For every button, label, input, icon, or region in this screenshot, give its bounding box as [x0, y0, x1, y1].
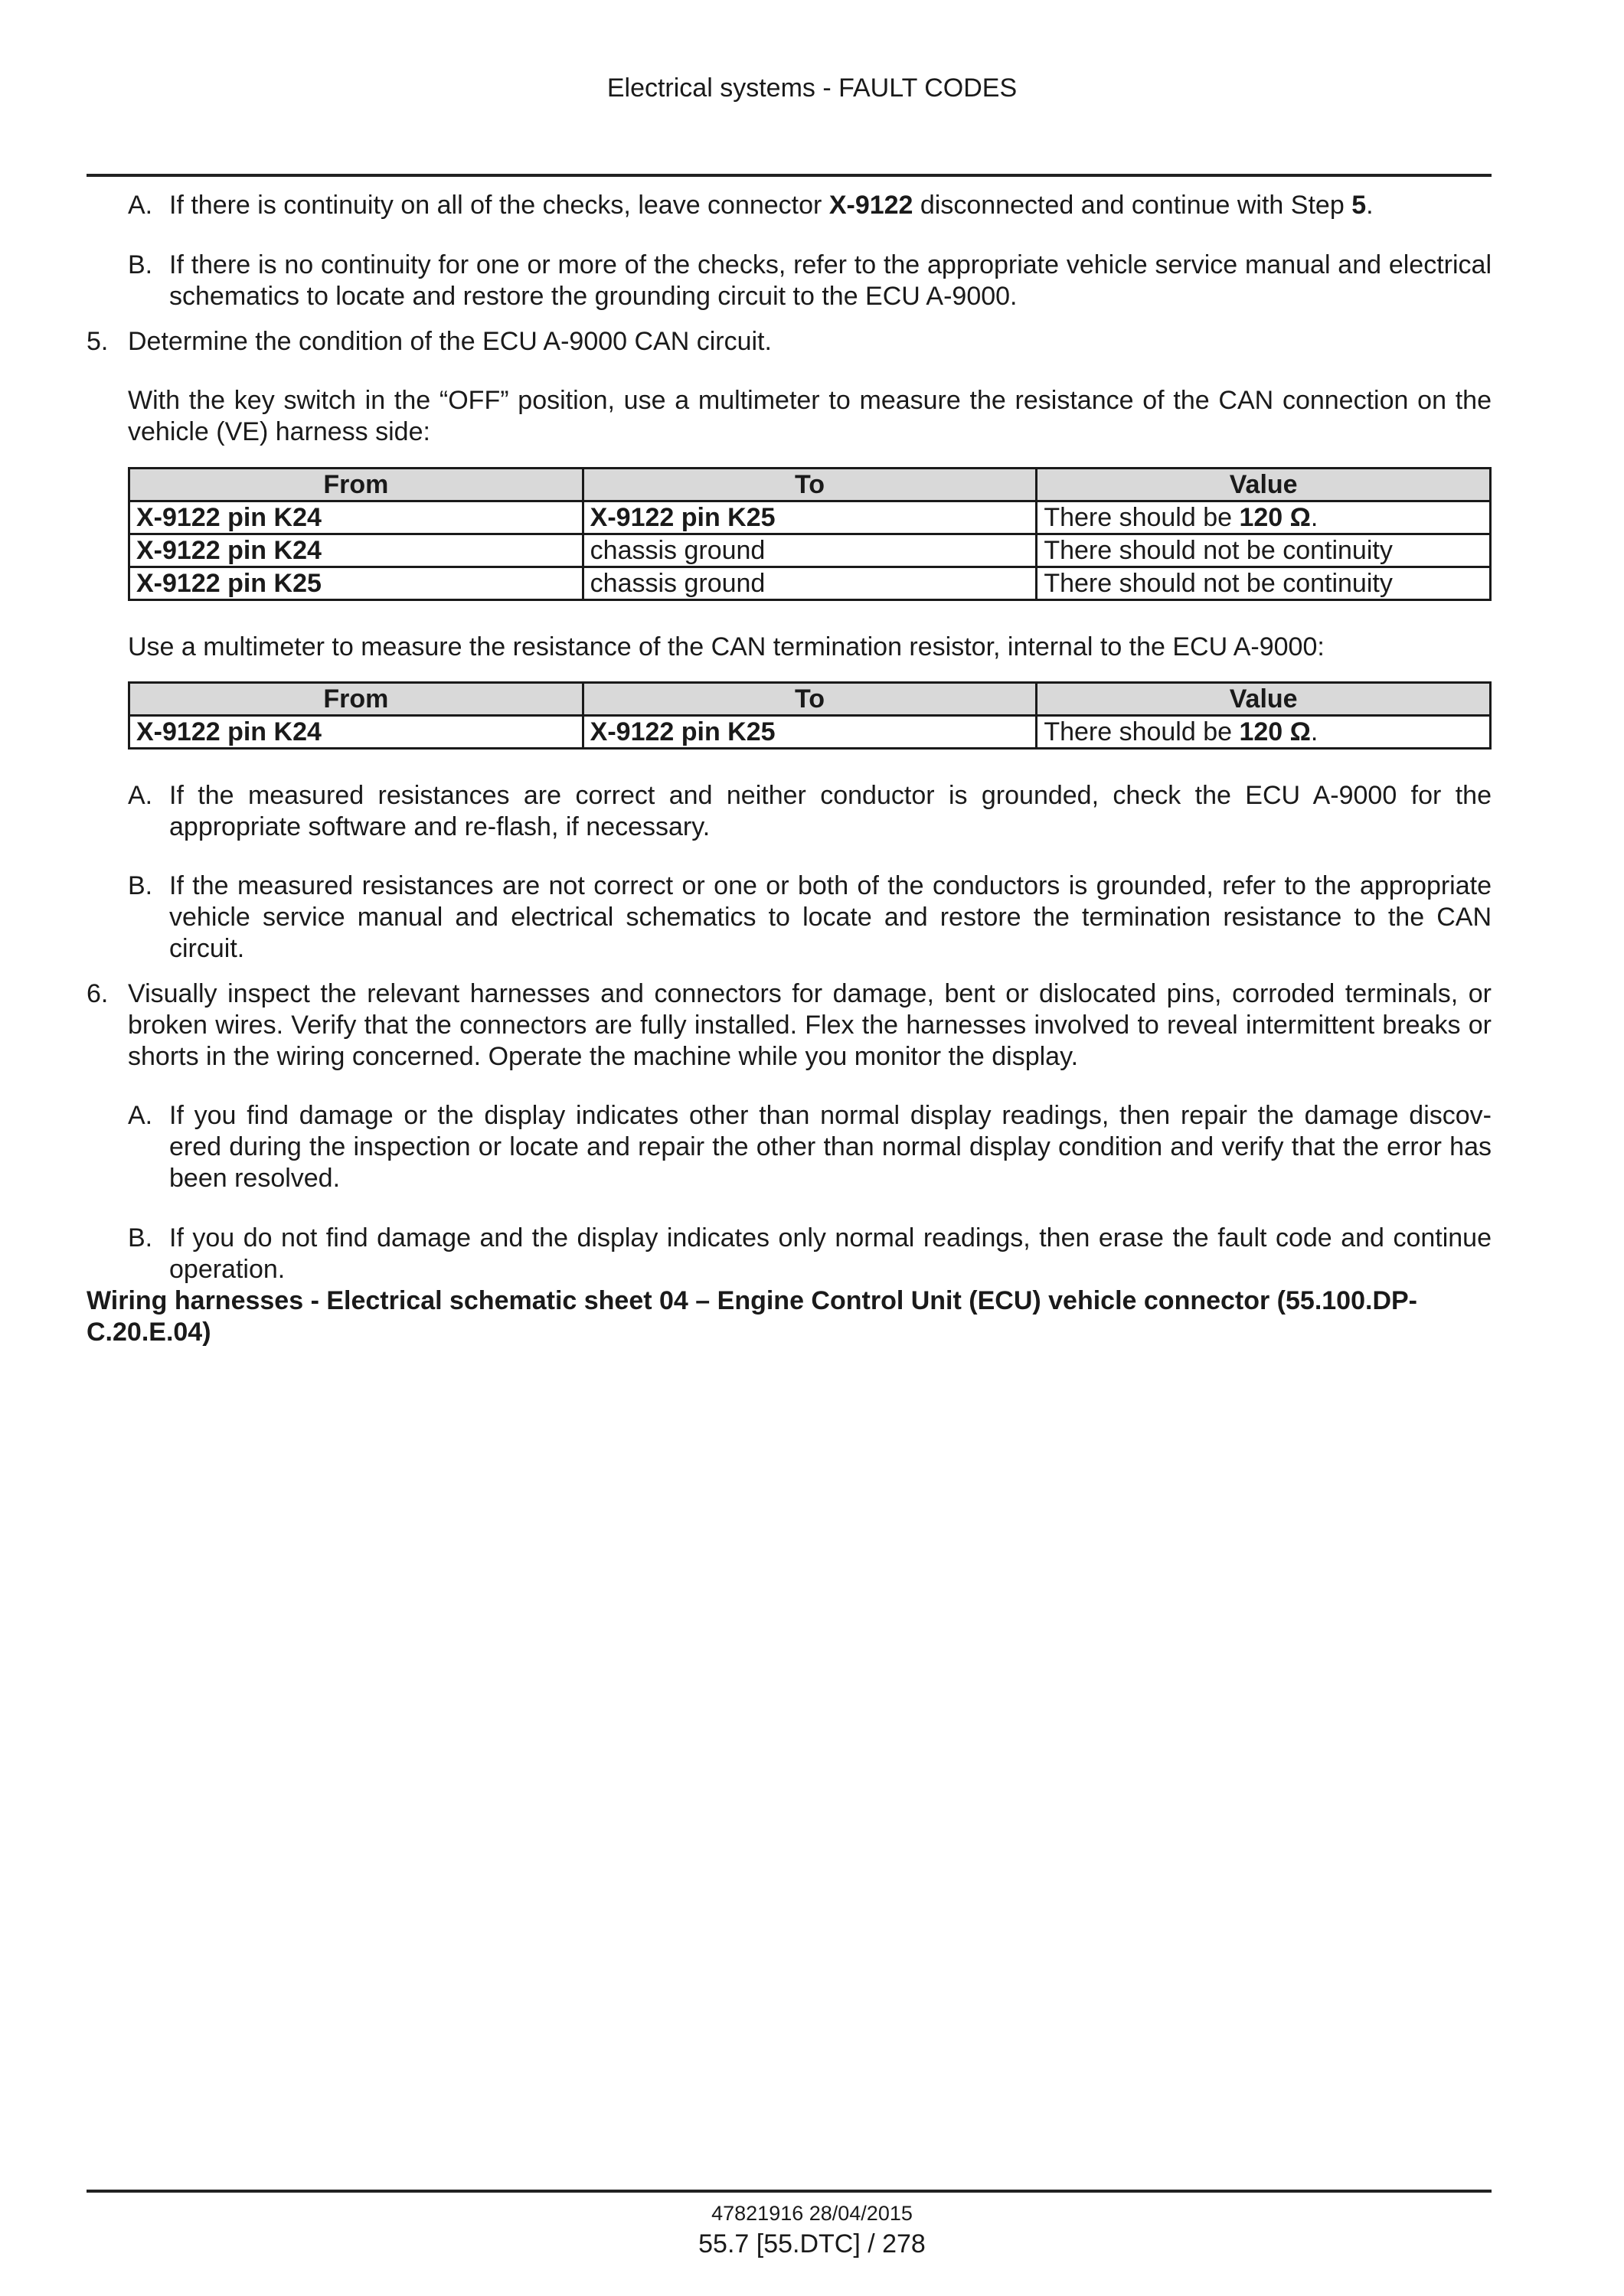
table-row — [129, 716, 1491, 749]
text-fragment: disconnected and continue with Step — [913, 191, 1352, 220]
cell-to: X-9122 pin K25 — [583, 501, 1037, 534]
can-connection-table — [128, 467, 1492, 601]
table-header-row — [129, 683, 1491, 716]
step4-option-a — [87, 190, 1492, 221]
list-marker: B. — [128, 1223, 153, 1253]
step-text: Visually inspect the relevant harnesses and connectors for damage, bent or dislocated pins, corroded terminals, or broken wires. Verify that the connectors are fully installed. Flex the harnesses involved to reveal intermittent breaks or shorts in the wiring concerned. Operate the machine while you monitor the display. — [128, 979, 1492, 1071]
cell-value — [1037, 716, 1491, 749]
step4-option-b — [87, 250, 1492, 312]
step5-option-a — [87, 780, 1492, 843]
page-content — [87, 190, 1492, 1348]
table-row — [129, 534, 1491, 567]
step6 — [87, 978, 1492, 1073]
cell-from: X-9122 pin K24 — [129, 501, 583, 534]
cell-value: There should not be continuity — [1037, 567, 1491, 600]
table-header-value: Value — [1037, 683, 1491, 716]
text-fragment: If there is continuity on all of the checks, leave connector — [169, 191, 829, 220]
connector-id: X-9122 — [828, 191, 913, 220]
cell-to: chassis ground — [583, 567, 1037, 600]
list-marker: A. — [128, 191, 153, 220]
cell-from: X-9122 pin K24 — [129, 534, 583, 567]
list-marker: B. — [128, 250, 153, 279]
table-header-from: From — [129, 469, 583, 501]
cell-to: chassis ground — [583, 534, 1037, 567]
reference-link-title[interactable]: Wiring harnesses - Electrical schematic sheet 04 – Engine Control Unit (ECU) vehicle connector (55.100.DP-C.20.E.04) — [87, 1286, 1418, 1347]
option-text: If the measured resistances are not correct or one or both of the conductors is grounded, refer to the appropriate vehicle service manual and electrical schematics to locate and restore the termination resistance to the CAN circuit. — [169, 871, 1492, 963]
value-text: . — [1310, 717, 1318, 746]
step5-intro-2: Use a multimeter to measure the resistance of the CAN termination resistor, internal to the ECU A-9000: — [128, 632, 1325, 661]
step6-option-b — [87, 1223, 1492, 1285]
value-text: . — [1310, 503, 1318, 532]
cell-to: X-9122 pin K25 — [583, 716, 1037, 749]
value-text: There should be — [1044, 503, 1240, 532]
list-marker: A. — [128, 1101, 153, 1130]
table-header-value: Value — [1037, 469, 1491, 501]
list-marker: A. — [128, 781, 153, 810]
option-text: If you do not find damage and the display indicates only normal readings, then erase the fault code and continue operation. — [169, 1223, 1492, 1284]
table-row — [129, 567, 1491, 600]
option-text: If the measured resistances are correct and neither conductor is grounded, check the ECU A-9000 for the appropriate software and re-flash, if necessary. — [169, 781, 1492, 841]
footer-page-number: 55.7 [55.DTC] / 278 — [698, 2229, 926, 2258]
option-text: If you find damage or the display indicates other than normal display readings, then repair the damage discov- ered during the inspection or locate and repair the other than normal display condition and verify that the error has been resolved. — [169, 1101, 1492, 1193]
footer-divider — [87, 2190, 1492, 2193]
page-header-title: Electrical systems - FAULT CODES — [606, 73, 1018, 103]
step5-intro-1: With the key switch in the “OFF” position, use a multimeter to measure the resistance of the CAN connection on the vehicle (VE) harness side: — [128, 386, 1492, 446]
value-resistance: 120 Ω — [1239, 717, 1311, 746]
termination-resistor-table — [128, 681, 1492, 750]
cell-from: X-9122 pin K24 — [129, 716, 583, 749]
text-fragment: . — [1366, 191, 1374, 220]
value-resistance: 120 Ω — [1239, 503, 1311, 532]
header-divider — [87, 174, 1492, 177]
value-text: There should be — [1044, 717, 1240, 746]
step-text: Determine the condition of the ECU A-9000 CAN circuit. — [128, 327, 772, 356]
table-header-row — [129, 469, 1491, 501]
table-row — [129, 501, 1491, 534]
step-number: 5 — [1351, 191, 1367, 220]
list-marker: 5. — [87, 327, 109, 356]
table-header-from: From — [129, 683, 583, 716]
list-marker: 6. — [87, 979, 109, 1008]
table-header-to: To — [583, 469, 1037, 501]
step6-option-a — [87, 1100, 1492, 1194]
option-text: If there is no continuity for one or more of the checks, refer to the appropriate vehicle service manual and electrical schematics to locate and restore the grounding circuit to the ECU A-9000. — [169, 250, 1492, 311]
table-header-to: To — [583, 683, 1037, 716]
cell-value: There should not be continuity — [1037, 534, 1491, 567]
list-marker: B. — [128, 871, 153, 900]
step5-option-b — [87, 870, 1492, 965]
step5 — [87, 326, 1492, 358]
cell-value — [1037, 501, 1491, 534]
footer-document-id: 47821916 28/04/2015 — [711, 2202, 913, 2225]
cell-from: X-9122 pin K25 — [129, 567, 583, 600]
